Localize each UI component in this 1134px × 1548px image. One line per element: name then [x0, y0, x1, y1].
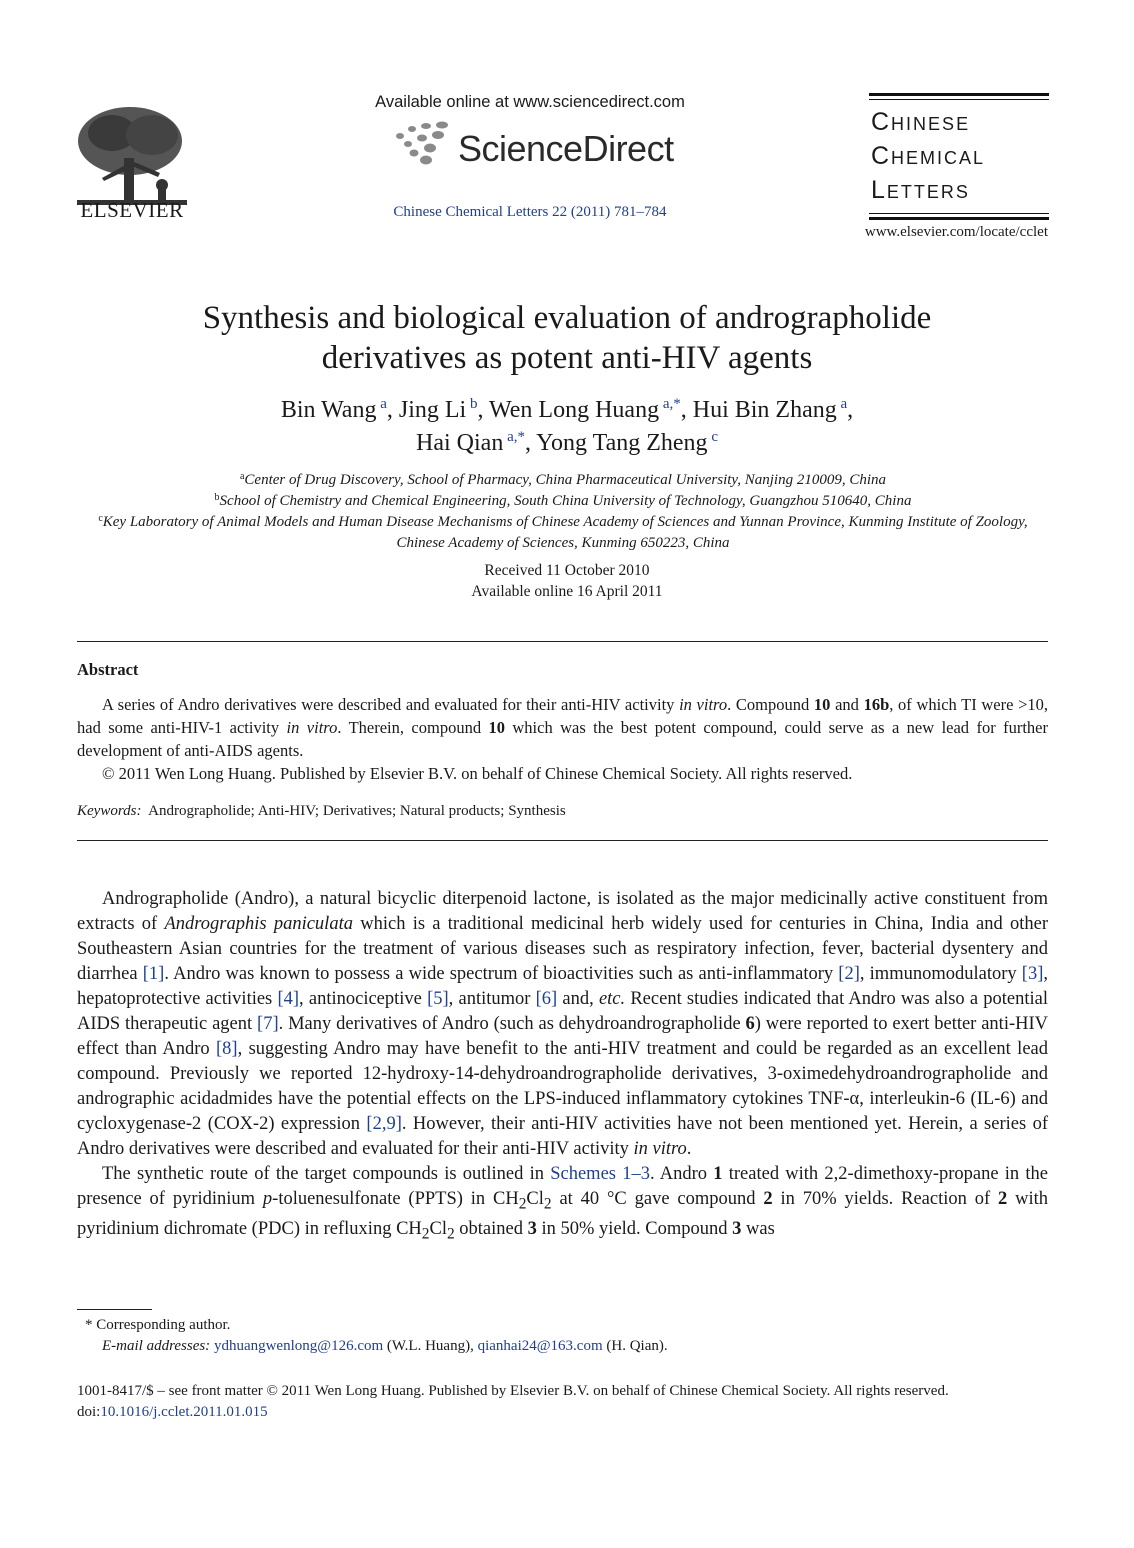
citation-link[interactable]: [3] [1021, 964, 1044, 984]
received-date: Received 11 October 2010 [484, 562, 650, 579]
issn-line: 1001-8417/$ – see front matter © 2011 Wen Long Huang. Published by Elsevier B.V. on behalf of Chinese Chemical Society. All rights reserved. [77, 1383, 949, 1399]
author-name: Jing Li [398, 397, 467, 423]
sciencedirect-wordmark: ScienceDirect [458, 128, 674, 169]
citation-link[interactable]: [2,9] [366, 1114, 402, 1134]
abstract-copyright: © 2011 Wen Long Huang. Published by Elsevier B.V. on behalf of Chinese Chemical Society. All rights reserved. [102, 764, 853, 783]
doi-line: doi:10.1016/j.cclet.2011.01.015 [77, 1404, 268, 1420]
journal-url: www.elsevier.com/locate/cclet [864, 224, 1048, 240]
author-name: Bin Wang [280, 397, 377, 423]
author-list [100, 394, 1034, 460]
author-name: Wen Long Huang [489, 397, 660, 423]
abstract-heading: Abstract [77, 660, 139, 679]
citation-link[interactable]: [5] [427, 989, 449, 1009]
journal-citation-link[interactable]: Chinese Chemical Letters 22 (2011) 781–784 [393, 204, 667, 220]
citation-link[interactable]: [2] [838, 964, 860, 984]
abstract-body [77, 693, 1048, 785]
author-separator: , [680, 397, 693, 423]
author-separator: , [525, 430, 537, 456]
footnote-rule [77, 1309, 152, 1310]
journal-masthead [869, 93, 1049, 220]
publisher-wordmark: ELSEVIER [80, 198, 184, 222]
body-paragraph: Andrographolide (Andro), a natural bicyclic diterpenoid lactone, is isolated as the major medicinally active constituent from extracts of Andrographis paniculata which is a traditional medicinal herb widely used for centuries in China, India and other Southeastern Asian countries for the treatment of various diseases such as respiratory infection, fever, bacterial dysentery and diarrhea [1]. Andro was known to possess a wide spectrum of bioactivities such as anti-inflammatory [2], immunomodulatory [3], hepatoprotective activities [4], antinociceptive [5], antitumor [6] and, etc. Recent studies indicated that Andro was also a potential AIDS therapeutic agent [7]. Many derivatives of Andro (such as dehydroandrographolide 6) were reported to exert better anti-HIV effect than Andro [8], suggesting Andro may have benefit to the anti-HIV treatment and could be regarded as an excellent lead compound. Previously we reported 12-hydroxy-14-dehydroandrographolide derivatives, 3-oximedehydroandrographolide and andrographic acidadmides have the potential effects on the LPS-induced inflammatory cytokines TNF-α, interleukin-6 (IL-6) and cycloxygenase-2 (COX-2) expression [2,9]. However, their anti-HIV activities have not been mentioned yet. Herein, a series of Andro derivatives were described and evaluated for their anti-HIV activity in vitro. [77, 889, 1049, 1159]
author-name: Yong Tang Zheng [536, 430, 708, 456]
article-body [77, 887, 1048, 1246]
author-affiliation-marker[interactable]: a [836, 396, 848, 412]
author-affiliation-marker[interactable]: a,* [659, 396, 681, 412]
citation-link[interactable]: [8] [216, 1039, 238, 1059]
divider [77, 840, 1048, 841]
footnotes [77, 1315, 1048, 1357]
doi-link[interactable]: 10.1016/j.cclet.2011.01.015 [100, 1404, 268, 1420]
body-paragraph: The synthetic route of the target compounds is outlined in Schemes 1–3. Andro 1 treated with 2,2-dimethoxy-propane in the presence of pyridinium p-toluenesulfonate (PPTS) in $CH_2Cl_2$ at 40 °C gave compound 2 in 70% yields. Reaction of 2 with pyridinium dichromate (PDC) in refluxing $CH_2Cl_2$ obtained 3 in 50% yield. Compound 3 was [77, 1164, 1048, 1243]
email-link[interactable]: qianhai24@163.com [477, 1338, 603, 1354]
available-date: Available online 16 April 2011 [471, 583, 663, 600]
citation-link[interactable]: [1] [142, 964, 165, 984]
article-dates [300, 560, 834, 602]
article-title: Synthesis and biological evaluation of andrographolide derivatives as potent anti-HIV agents [202, 300, 932, 376]
author-name: Hui Bin Zhang [692, 397, 837, 423]
affiliations: $^a$Center of Drug Discovery, School of Pharmacy, China Pharmaceutical University, Nanjing 210009, China $^b$School of Chemistry and Chemical Engineering, South China University of Technology, Guangzhou 510640, China $^c$Key Laboratory of Animal Models and Human Disease Mechanisms of Chinese Academy of Sciences and Yunnan Province, Kunming Institute of Zoology, Chinese Academy of Sciences, Kunming 650223, China [98, 471, 1028, 551]
journal-name-line: Chinese [871, 108, 971, 136]
publication-meta [77, 1381, 1048, 1423]
author-separator: , [847, 397, 854, 423]
journal-name-line: Letters [871, 176, 970, 204]
citation-link[interactable]: [6] [535, 989, 558, 1009]
citation-link[interactable]: [7] [257, 1014, 279, 1034]
abstract-paragraph: A series of Andro derivatives were described and evaluated for their anti-HIV activity in vitro. Compound 10 and 16b, of which TI were >10, had some anti-HIV-1 activity in vitro. Therein, compound 10 which was the best potent compound, could serve as a new lead for further development of anti-AIDS agents. [77, 695, 1049, 760]
corresponding-author-note: * Corresponding author. [85, 1317, 231, 1333]
divider [77, 641, 1048, 642]
author-affiliation-marker[interactable]: a,* [503, 429, 525, 445]
keywords: Keywords: Andrographolide; Anti-HIV; Derivatives; Natural products; Synthesis [77, 803, 566, 819]
author-separator: , [477, 397, 490, 423]
email-link[interactable]: ydhuangwenlong@126.com [213, 1338, 384, 1354]
author-affiliation-marker[interactable]: a [376, 396, 387, 412]
sciencedirect-dots-icon [390, 120, 460, 165]
author-name: Hai Qian [416, 430, 504, 456]
email-addresses: E-mail addresses: ydhuangwenlong@126.com (W.L. Huang), qianhai24@163.com (H. Qian). [102, 1338, 668, 1354]
author-separator: , [386, 397, 399, 423]
citation-link[interactable]: [4] [277, 989, 300, 1009]
scheme-link[interactable]: Schemes 1–3 [550, 1164, 650, 1184]
author-affiliation-marker[interactable]: c [707, 429, 718, 445]
author-affiliation-marker[interactable]: b [466, 396, 478, 412]
available-online-line: Available online at www.sciencedirect.com [375, 93, 685, 111]
journal-name-line: Chemical [871, 142, 986, 170]
